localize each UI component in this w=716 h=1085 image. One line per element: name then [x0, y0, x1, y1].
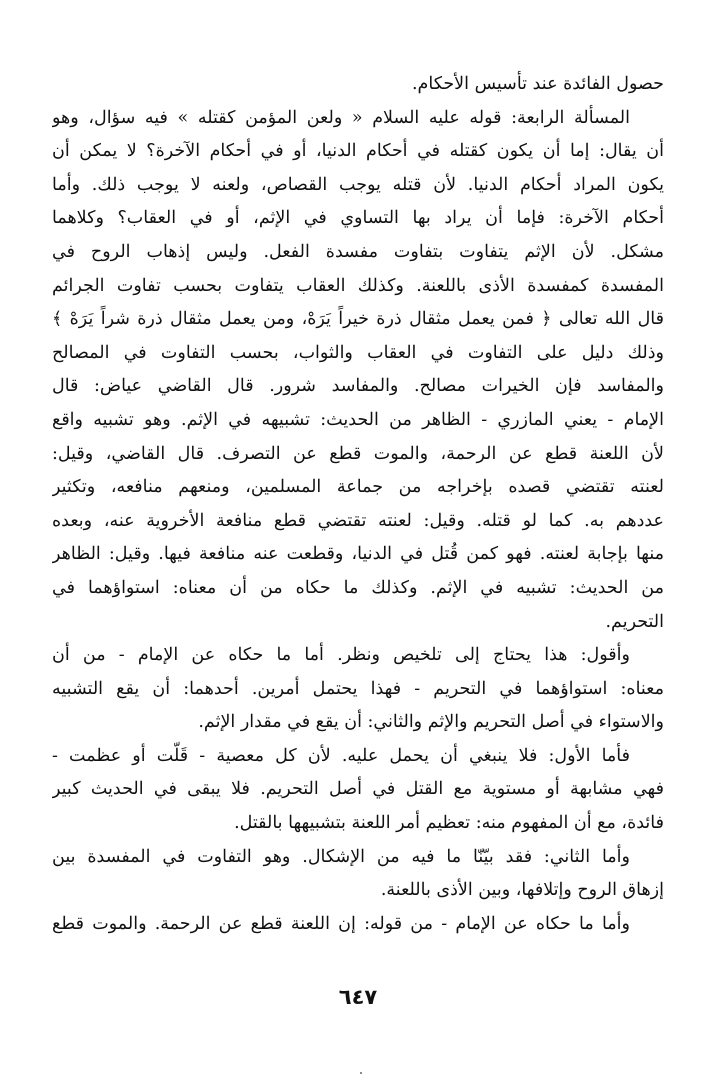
scan-speck [360, 1072, 362, 1074]
text-line: فأما الأول: فلا ينبغي أن يحمل عليه. لأن كل معصية - قَلّت أو عظمت - [52, 745, 630, 766]
text-line: فائدة، مع أن المفهوم منه: تعظيم أمر اللعنة بتشبيهها بالقتل. [234, 813, 664, 834]
page-number: ٦٤٧ [338, 985, 378, 1009]
page-body [52, 68, 664, 941]
text-line: منها بإجابة لعنته. فهو كمن قُتل في الدنيا، وقطعت عنه منافعة فيها. وقيل: الظاهر [52, 544, 664, 565]
text-line: من الحديث: تشبيه في الإثم. وكذلك ما حكاه من أن معناه: استواؤهما في [52, 577, 664, 598]
paragraph [52, 102, 664, 640]
text-line: قال الله تعالى ﴿ فمن يعمل مثقال ذرة خيراً يَرَهْ، ومن يعمل مثقال ذرة شراً يَرَهْ ﴾ [52, 309, 664, 330]
paragraph [52, 740, 664, 841]
text-line: يكون المراد أحكام الدنيا. لأن قتله يوجب القصاص، ولعنه لا يوجب ذلك. وأما [52, 174, 664, 195]
paragraph [52, 639, 664, 740]
text-line: وأقول: هذا يحتاج إلى تلخيص ونظر. أما ما حكاه عن الإمام - من أن [52, 645, 630, 666]
text-line: وأما الثاني: فقد بيّنّا ما فيه من الإشكال. وهو التفاوت في المفسدة بين [52, 846, 630, 867]
text-line: لأن اللعنة قطع عن الرحمة، والموت قطع عن التصرف. قال القاضي، وقيل: [52, 443, 664, 464]
text-line: وأما ما حكاه عن الإمام - من قوله: إن اللعنة قطع عن الرحمة. والموت قطع [52, 913, 630, 934]
text-line: أحكام الآخرة: فإما أن يراد بها التساوي في الإثم، أو في العقاب؟ وكلاهما [52, 208, 664, 229]
text-line: والاستواء في أصل التحريم والإثم والثاني: أن يقع في مقدار الإثم. [198, 712, 664, 733]
paragraph [52, 908, 664, 942]
text-line: مشكل. لأن الإثم يتفاوت بتفاوت مفسدة الفعل. وليس إذهاب الروح في [52, 241, 664, 262]
text-line: لعنته تقتضي قصده بإخراجه من جماعة المسلمين، ومنعهم منافعه، وتكثير [52, 477, 664, 498]
text-line: معناه: استواؤهما في التحريم - فهذا يحتمل أمرين. أحدهما: أن يقع التشبيه [52, 678, 664, 699]
text-line: حصول الفائدة عند تأسيس الأحكام. [411, 74, 664, 94]
text-line: المفسدة كمفسدة الأذى باللعنة. وكذلك العقاب يتفاوت بحسب تفاوت الجرائم [52, 275, 664, 296]
text-line: الإمام - يعني المازري - الظاهر من الحديث: تشبيهه في الإثم. وهو تشبيه واقع [52, 409, 664, 430]
text-line: المسألة الرابعة: قوله عليه السلام « ولعن المؤمن كقتله » فيه سؤال، وهو [52, 107, 630, 128]
text-line: والمفاسد فإن الخيرات مصالح. والمفاسد شرور. قال القاضي عياض: قال [52, 376, 664, 397]
text-line: عددهم به. كما لو قتله. وقيل: لعنته تقتضي قطع منافعة الأخروية عنه، وبعده [52, 510, 664, 531]
text-line: وذلك دليل على التفاوت في العقاب والثواب، بحسب التفاوت في المصالح [52, 342, 664, 363]
paragraph [52, 841, 664, 908]
text-line: فهي مشابهة أو مستوية مع القتل في أصل التحريم. فلا يبقى في الحديث كبير [52, 779, 664, 800]
paragraph [52, 68, 664, 102]
text-line: إزهاق الروح وإتلافها، وبين الأذى باللعنة. [380, 880, 664, 901]
text-line: التحريم. [605, 611, 664, 632]
text-line: أن يقال: إما أن يكون كقتله في أحكام الدنيا، أو في أحكام الآخرة؟ لا يمكن أن [52, 141, 664, 162]
